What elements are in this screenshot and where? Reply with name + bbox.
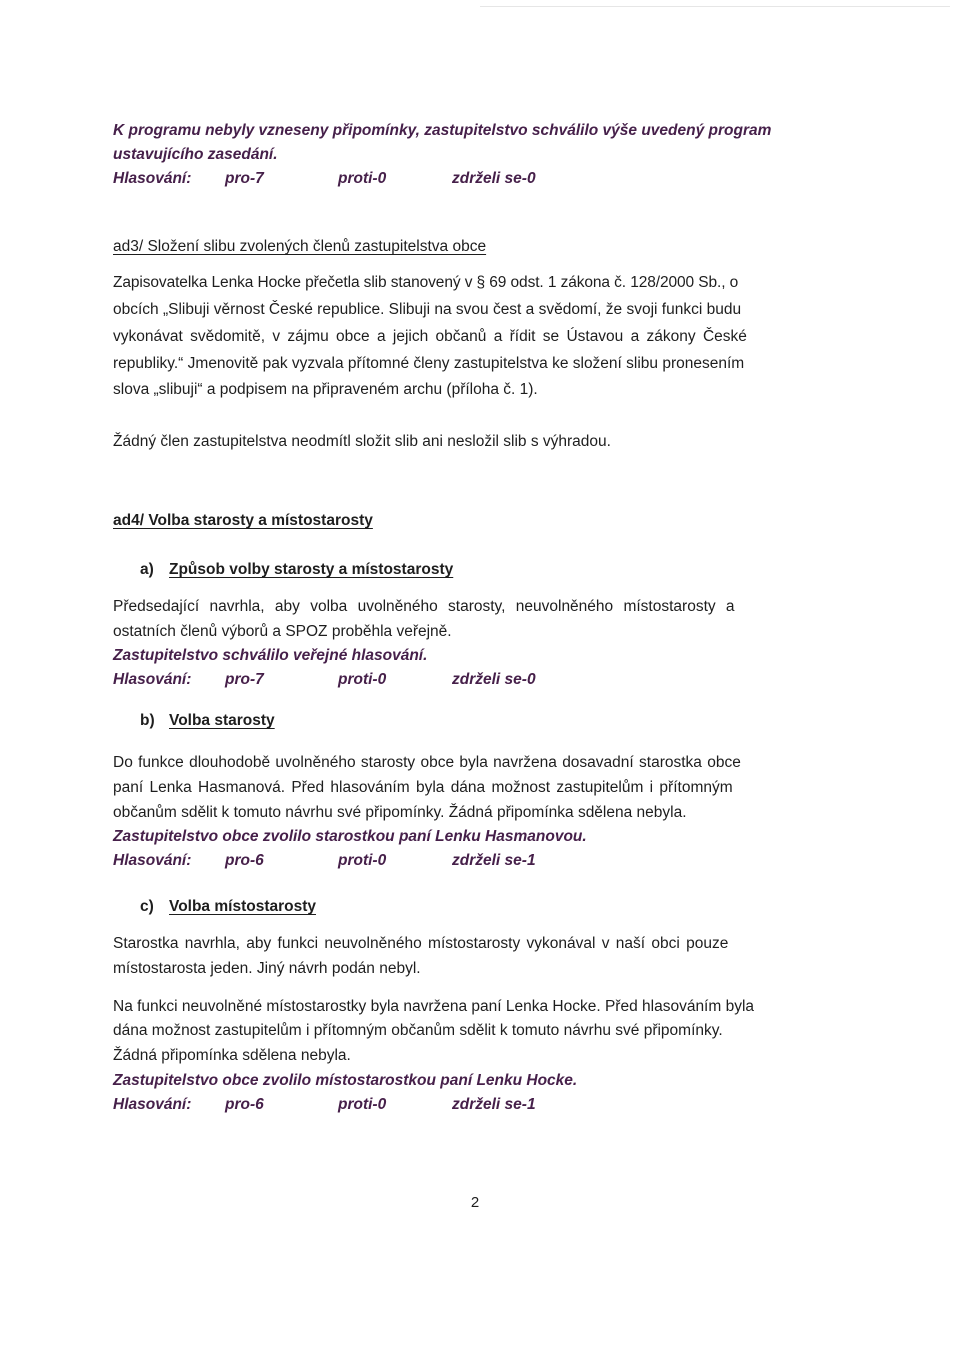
ad4-a-heading [140, 557, 453, 582]
vote-label: Hlasování: [113, 852, 192, 869]
ad4-a-vote [113, 667, 837, 692]
ad4-c-line-4: dána možnost zastupitelům i přítomným občanům sdělit k tomuto návrhu své připomínky. [113, 1022, 723, 1039]
vote-pro: pro-7 [225, 170, 264, 187]
top-scan-rule [480, 6, 950, 7]
ad4-c-resolution: Zastupitelstvo obce zvolilo místostarostkou paní Lenku Hocke. [113, 1072, 578, 1089]
vote-proti: proti-0 [338, 671, 387, 688]
ad4-b-line-1: Do funkce dlouhodobě uvolněného starosty obce byla navržena dosavadní starostka obce [113, 754, 741, 771]
ad4-b-line-2: paní Lenka Hasmanová. Před hlasováním byla dána možnost zastupitelům i přítomným [113, 779, 733, 796]
vote-proti: proti-0 [338, 1096, 387, 1113]
ad4-a-line-1: Předsedající navrhla, aby volba uvolněného starosty, neuvolněného místostarosty a [113, 598, 735, 615]
vote-pro: pro-6 [225, 1096, 264, 1113]
vote-zdrzeli: zdrželi se-1 [452, 852, 536, 869]
ad3-note: Žádný člen zastupitelstva neodmítl složit slib ani nesložil slib s výhradou. [113, 433, 611, 450]
ad3-line-1: Zapisovatelka Lenka Hocke přečetla slib stanovený v § 69 odst. 1 zákona č. 128/2000 Sb., o [113, 274, 739, 291]
vote-pro: pro-7 [225, 671, 264, 688]
ad4-c-line-2: místostarosta jeden. Jiný návrh podán nebyl. [113, 960, 421, 977]
ad4-a-resolution: Zastupitelstvo schválilo veřejné hlasování. [113, 647, 428, 664]
vote-proti: proti-0 [338, 852, 387, 869]
ad4-c-heading [140, 894, 316, 919]
page-number: 2 [470, 1194, 480, 1211]
ad4-b-line-3: občanům sdělit k tomuto návrhu své připomínky. Žádná připomínka sdělena nebyla. [113, 804, 687, 821]
vote-pro: pro-6 [225, 852, 264, 869]
ad3-line-5: slova „slibuji“ a podpisem na připraveném archu (příloha č. 1). [113, 381, 538, 398]
ad3-heading: ad3/ Složení slibu zvolených členů zastupitelstva obce [113, 238, 487, 255]
ad3-line-4: republiky.“ Jmenovitě pak vyzvala přítomné členy zastupitelstva ke složení slibu pronesením [113, 355, 745, 372]
vote-proti: proti-0 [338, 170, 387, 187]
ad4-a-title: Způsob volby starosty a místostarosty [169, 561, 454, 578]
vote-zdrzeli: zdrželi se-0 [452, 671, 536, 688]
ad4-c-label: c) [140, 898, 154, 915]
ad4-a-line-2: ostatních členů výborů a SPOZ proběhla veřejně. [113, 623, 452, 640]
ad4-c-line-1: Starostka navrhla, aby funkci neuvolněného místostarosty vykonával v naší obci pouze [113, 935, 729, 952]
ad4-heading: ad4/ Volba starosty a místostarosty [113, 512, 373, 529]
ad4-c-vote [113, 1092, 837, 1117]
intro-line-2: ustavujícího zasedání. [113, 146, 278, 163]
ad3-line-3: vykonávat svědomitě, v zájmu obce a jejich občanů a řídit se Ústavou a zákony České [113, 328, 747, 345]
ad3-line-2: obcích „Slibuji věrnost České republice. Slibuji na svou čest a svědomí, že svoji funkci budu [113, 301, 742, 318]
ad4-c-line-3: Na funkci neuvolněné místostarostky byla navržena paní Lenka Hocke. Před hlasováním byla [113, 998, 755, 1015]
ad4-b-heading [140, 708, 275, 733]
ad4-b-title: Volba starosty [169, 712, 275, 729]
ad4-b-resolution: Zastupitelstvo obce zvolilo starostkou paní Lenku Hasmanovou. [113, 828, 587, 845]
vote-label: Hlasování: [113, 170, 192, 187]
intro-vote [113, 166, 837, 191]
ad4-c-title: Volba místostarosty [169, 898, 317, 915]
vote-label: Hlasování: [113, 1096, 192, 1113]
intro-line-1: K programu nebyly vzneseny připomínky, zastupitelstvo schválilo výše uvedený program [113, 122, 772, 139]
vote-label: Hlasování: [113, 671, 192, 688]
vote-zdrzeli: zdrželi se-0 [452, 170, 536, 187]
ad4-c-line-5: Žádná připomínka sdělena nebyla. [113, 1047, 351, 1064]
ad4-b-label: b) [140, 712, 155, 729]
ad4-a-label: a) [140, 561, 154, 578]
vote-zdrzeli: zdrželi se-1 [452, 1096, 536, 1113]
ad4-b-vote [113, 848, 837, 873]
